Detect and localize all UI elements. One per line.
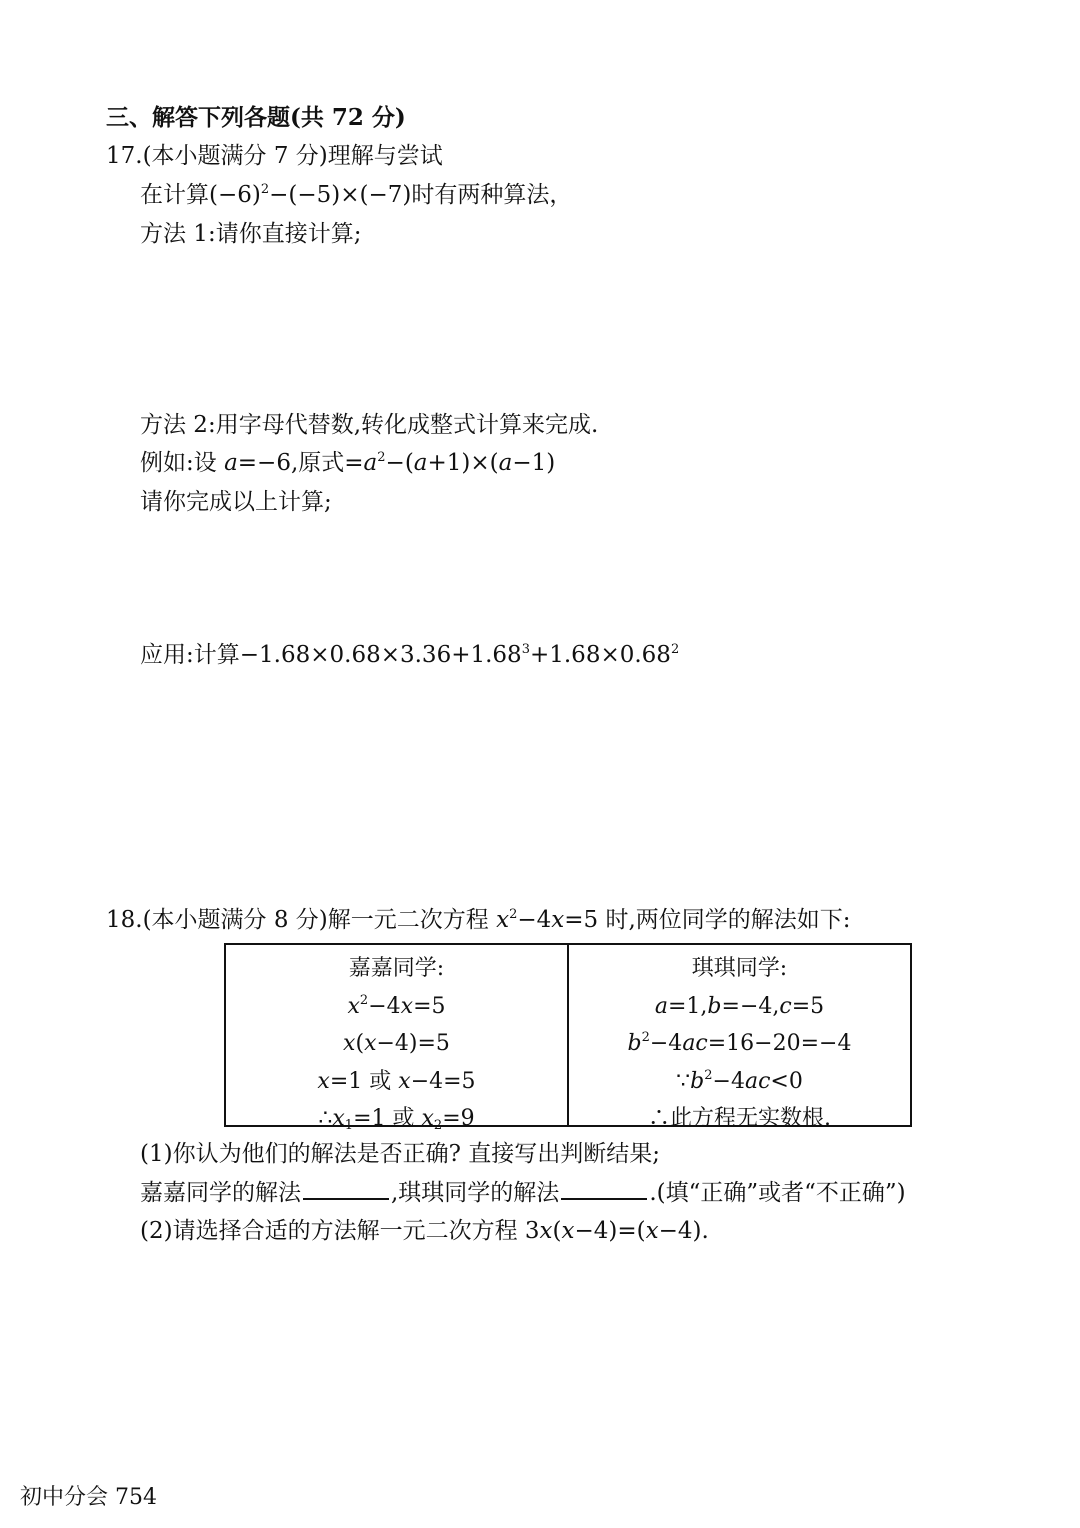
exponent: 3 (521, 642, 530, 657)
exponent: 2 (377, 450, 386, 465)
var-x: x (343, 1031, 356, 1056)
var-x: x (539, 1218, 553, 1244)
solution-step: ∴此方程无实数根. (648, 1106, 831, 1131)
solution-name: 琪琪同学: (691, 956, 788, 981)
q17-title: 17.(本小题满分 7 分)理解与尝试 (106, 143, 443, 169)
var-b: b (627, 1031, 642, 1056)
subscript: 1 (344, 1118, 354, 1133)
q17-example-rest: +1)×( (427, 450, 499, 476)
therefore-symbol: ∴ (318, 1106, 333, 1131)
q17-example (140, 448, 555, 478)
solution-step (676, 1063, 803, 1101)
text: =5 (791, 993, 825, 1019)
answer-blank-jiajia[interactable] (303, 1178, 389, 1200)
var-b: b (707, 993, 722, 1019)
solution-jiajia (226, 945, 567, 1133)
q17-example-prefix: 例如:设 (140, 450, 225, 476)
solution-table (224, 943, 912, 1133)
var-x: x (364, 1031, 377, 1056)
q18-title-mid: −4 (517, 907, 552, 933)
text: −4)=( (574, 1218, 646, 1244)
text: (2)请选择合适的方法解一元二次方程 3 (140, 1218, 540, 1244)
var-b: b (690, 1068, 705, 1094)
var-x: x (398, 1068, 411, 1094)
var-a: a (654, 993, 668, 1019)
q17-complete: 请你完成以上计算; (140, 489, 332, 515)
exponent: 2 (509, 907, 518, 922)
var-x: x (347, 993, 360, 1019)
q17-intro-exponent: 2 (260, 182, 270, 197)
exponent: 2 (670, 642, 680, 657)
var-x: x (561, 1218, 575, 1244)
solution-step (628, 1025, 852, 1063)
text: =1, (667, 993, 708, 1019)
q17-intro-prefix: 在计算(−6) (140, 182, 261, 208)
var-x: x (645, 1218, 659, 1244)
text: =1 或 (353, 1106, 422, 1131)
q17-method1: 方法 1:请你直接计算; (140, 221, 362, 247)
text: =16−20=−4 (707, 1031, 852, 1056)
q17-intro-suffix: −(−5)×(−7)时有两种算法， (269, 182, 573, 208)
q18-title-suffix: =5 时,两位同学的解法如下: (564, 907, 851, 933)
q17-apply (140, 640, 679, 670)
var-a: a (413, 450, 428, 476)
solution-step (655, 988, 824, 1026)
q18-part2 (140, 1216, 709, 1246)
text: −4=5 (410, 1068, 476, 1094)
q17-example-rest: −( (385, 450, 414, 476)
text: <0 (770, 1068, 803, 1094)
var-x: x (317, 1068, 330, 1094)
q17-intro (140, 180, 572, 210)
text: =1 或 (329, 1068, 399, 1094)
text: −4 (649, 1031, 683, 1056)
because-symbol: ∵ (676, 1068, 691, 1094)
solution-step (318, 1100, 474, 1138)
text: −4 (368, 993, 401, 1019)
text: −4). (658, 1218, 709, 1244)
footer-page-label: 初中分会 754 (20, 1485, 157, 1510)
solution-step (343, 1025, 450, 1063)
text: −4 (712, 1068, 745, 1094)
exponent: 2 (704, 1067, 713, 1083)
q17-method2: 方法 2:用字母代替数,转化成整式计算来完成. (140, 412, 599, 438)
section-heading: 三、解答下列各题(共 72 分) (106, 104, 406, 131)
var-x: x (551, 907, 565, 933)
q18-part1-fill (140, 1178, 906, 1208)
var-a: a (363, 450, 378, 476)
var-x: x (496, 907, 510, 933)
answer-blank-qiqi[interactable] (561, 1178, 647, 1200)
text: ( (552, 1218, 562, 1244)
solution-name: 嘉嘉同学: (348, 956, 445, 981)
text: .(填“正确”或者“不正确”) (649, 1180, 906, 1206)
subscript: 2 (433, 1118, 443, 1133)
var-ac: ac (682, 1031, 708, 1056)
var-a: a (224, 450, 238, 476)
text: −4)=5 (376, 1031, 450, 1056)
q17-apply-prefix: 应用:计算−1.68×0.68×3.36+1.68 (140, 642, 522, 668)
solution-step (348, 988, 446, 1026)
text: 嘉嘉同学的解法 (140, 1180, 301, 1206)
var-a: a (498, 450, 513, 476)
exponent: 2 (641, 1030, 650, 1045)
q17-example-rest: −1) (512, 450, 556, 476)
text: =9 (442, 1106, 475, 1131)
q17-example-mid: =−6,原式= (237, 450, 364, 476)
q17-apply-mid: +1.68×0.68 (529, 642, 671, 668)
solution-step (317, 1063, 475, 1101)
var-x: x (400, 993, 414, 1019)
var-x: x (421, 1106, 434, 1131)
q18-part1: (1)你认为他们的解法是否正确? 直接写出判断结果; (140, 1141, 660, 1167)
solution-qiqi (567, 945, 910, 1131)
text: ( (355, 1031, 365, 1056)
var-ac: ac (744, 1068, 771, 1094)
text: =−4, (721, 993, 780, 1019)
text: ,琪琪同学的解法 (391, 1180, 560, 1206)
exponent: 2 (359, 992, 369, 1008)
var-x: x (332, 1106, 345, 1131)
q18-title-prefix: 18.(本小题满分 8 分)解一元二次方程 (106, 907, 497, 933)
var-c: c (779, 993, 792, 1019)
text: =5 (413, 993, 446, 1019)
q18-title (106, 905, 851, 935)
